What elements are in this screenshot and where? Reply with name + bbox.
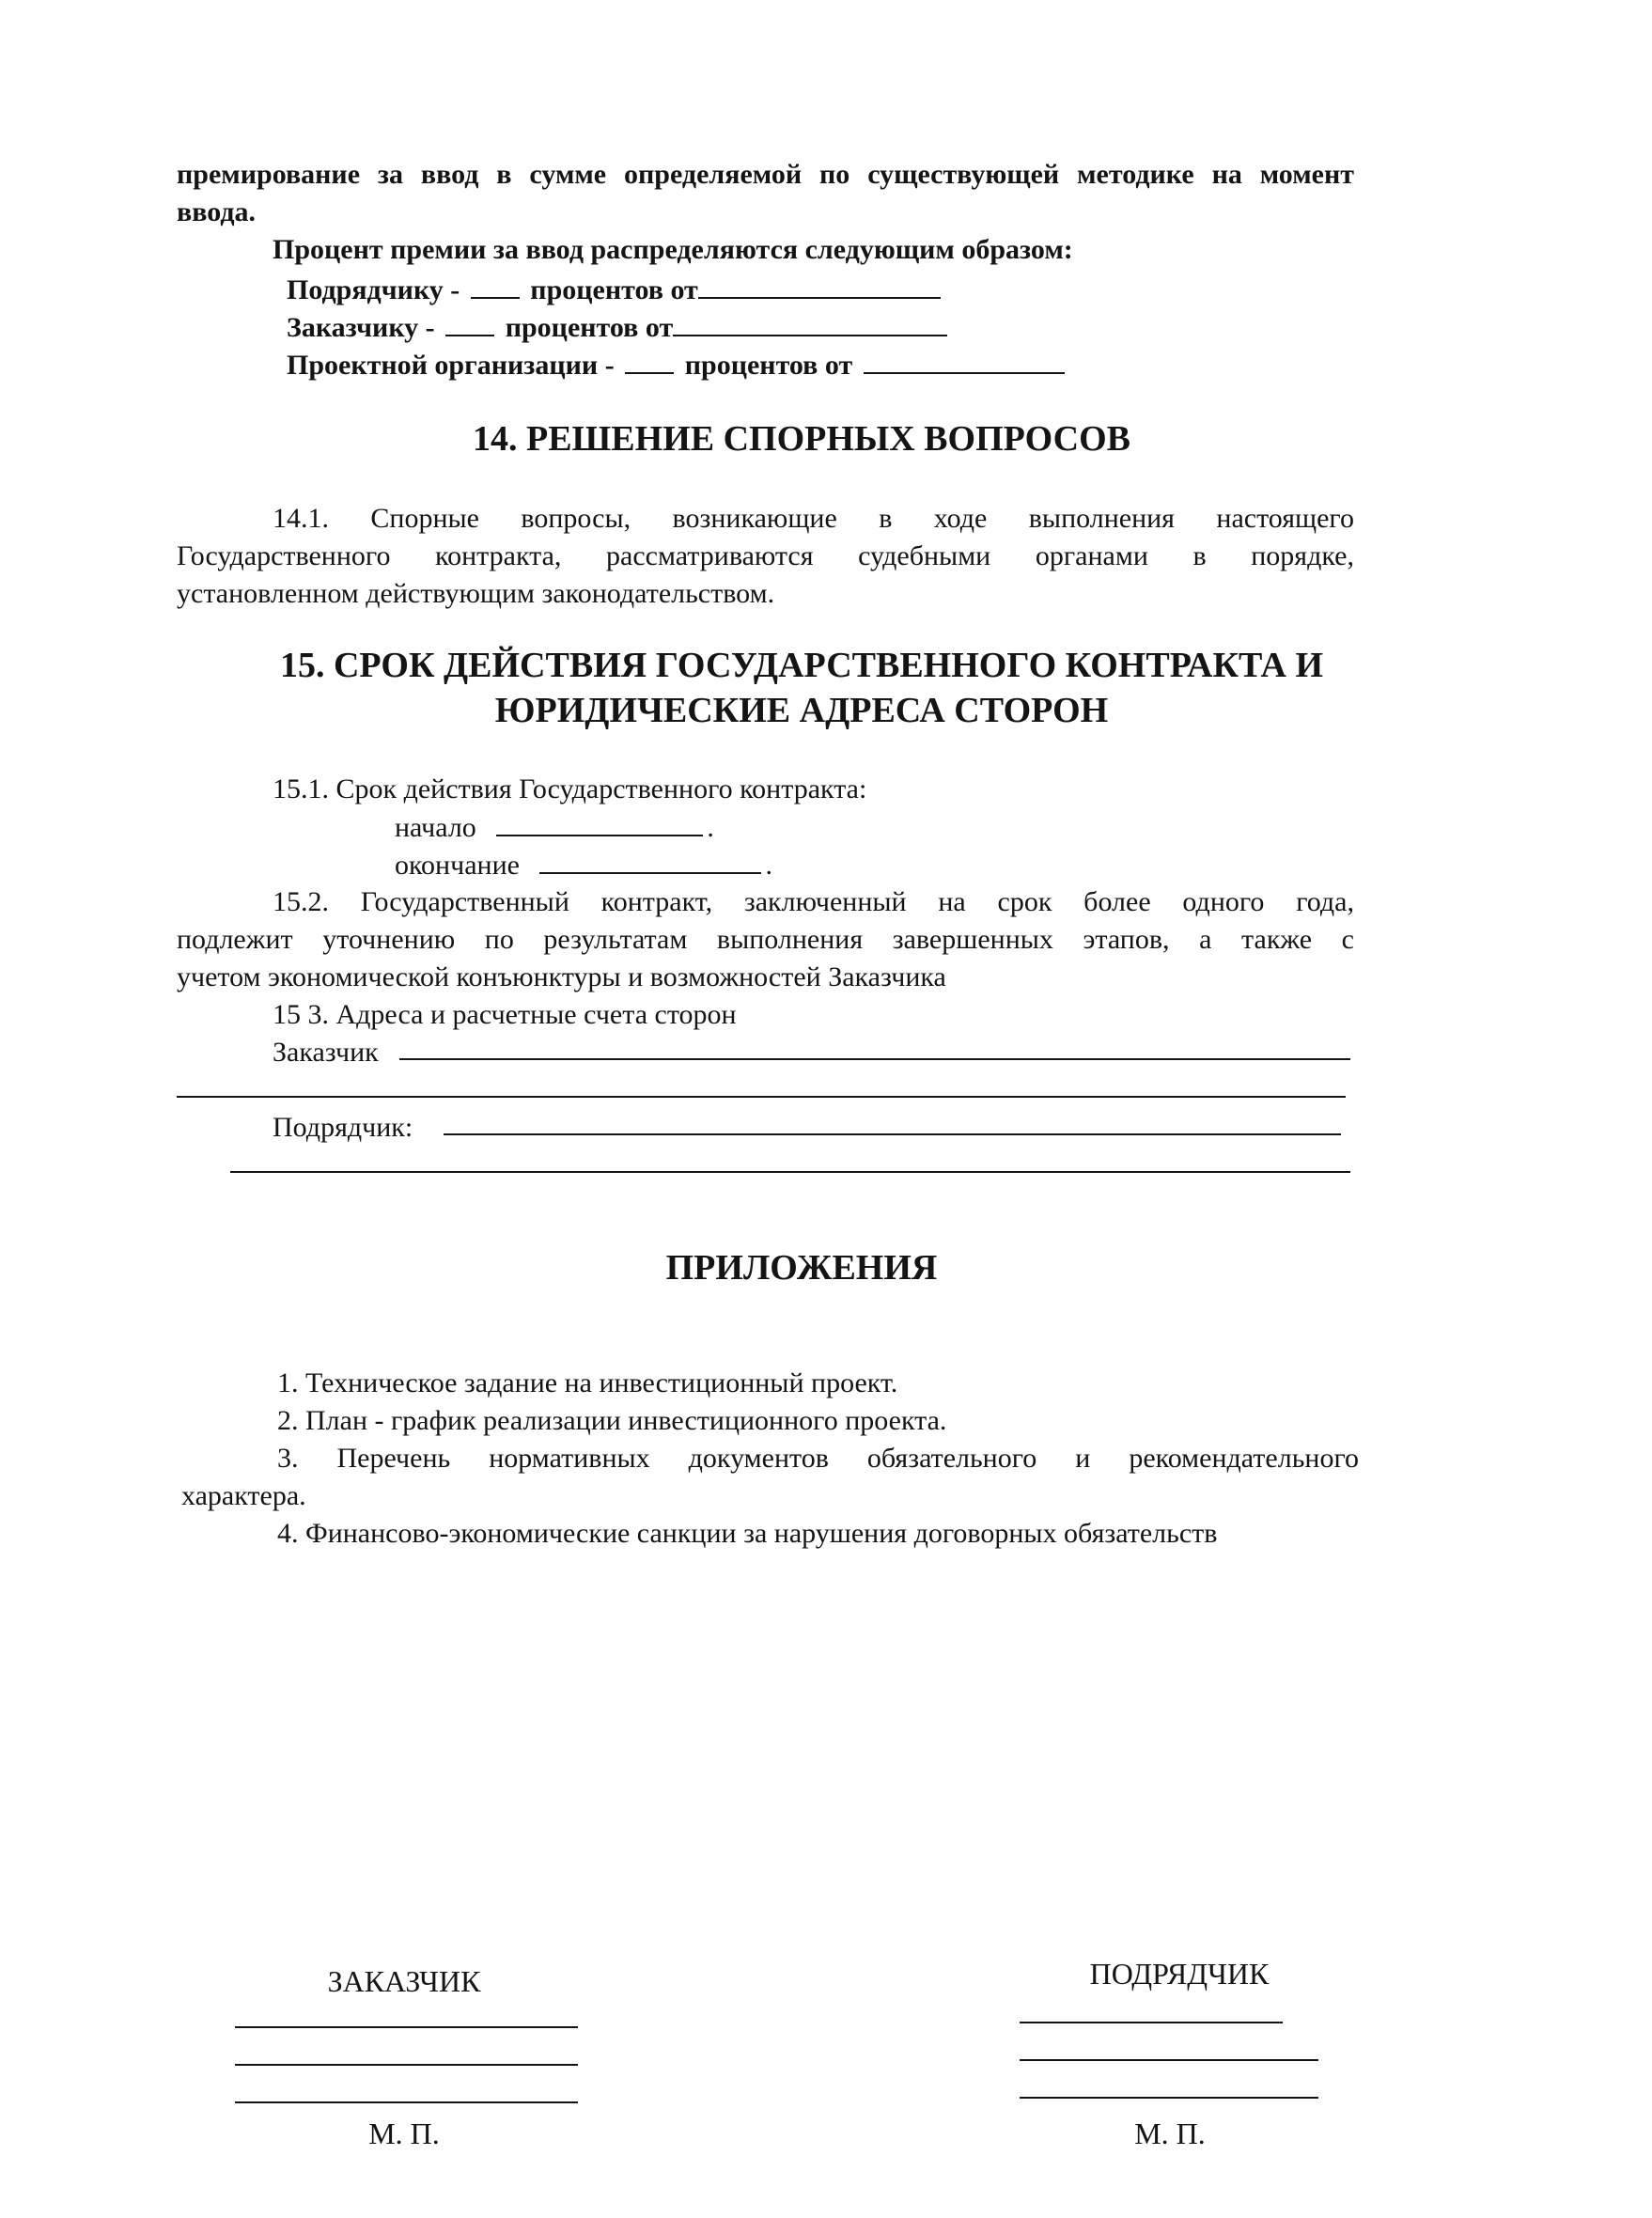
contract-start-row: начало . [395, 808, 714, 847]
signature-customer-line [235, 2101, 578, 2103]
appendix-item-1: 1. Техническое задание на инвестиционный проект. [277, 1367, 898, 1398]
appendix-item-3-line2: характера. [181, 1480, 306, 1511]
percent-row-customer [287, 308, 951, 347]
percent-base-blank [698, 271, 941, 299]
section-15-title-line1: 15. СРОК ДЕЙСТВИЯ ГОСУДАРСТВЕННОГО КОНТРАКТА И [279, 646, 1324, 685]
section-14-p1-line2: Государственного контракта, рассматриваются судебными органами в порядке, [177, 540, 1354, 571]
contract-end-blank [539, 846, 761, 874]
section-15-title-line2: ЮРИДИЧЕСКИЕ АДРЕСА СТОРОН [494, 691, 1109, 730]
percent-row-mid: процентов от [530, 274, 698, 305]
percent-intro: Процент премии за ввод распределяются следующим образом: [273, 234, 1073, 265]
signature-customer-line [235, 2064, 578, 2066]
customer-address-label: Заказчик [273, 1037, 379, 1068]
section-15-p3: 15 3. Адреса и расчетные счета сторон [273, 999, 737, 1030]
contract-start-blank [496, 808, 703, 836]
section-15-p2-line2: подлежит уточнению по результатам выполнения завершенных этапов, а также с [177, 924, 1354, 955]
section-15-p2-line3: учетом экономической конъюнктуры и возможностей Заказчика [177, 961, 946, 992]
contractor-address-line [230, 1171, 1350, 1173]
contract-end-label: окончание [395, 850, 520, 881]
percent-row-label: Заказчику - [287, 312, 435, 343]
section-15-p2-line1: 15.2. Государственный контракт, заключенный на срок более одного года, [273, 886, 1354, 917]
signature-contractor-line [1020, 2097, 1318, 2099]
contractor-address-line [444, 1133, 1341, 1135]
section-14-p1-line3: установленном действующим законодательством. [177, 578, 775, 609]
intro-line-2: ввода. [177, 196, 257, 227]
signature-customer-label: ЗАКАЗЧИК [327, 1964, 481, 1998]
signature-customer-line [235, 2026, 578, 2028]
section-14-title: 14. РЕШЕНИЕ СПОРНЫХ ВОПРОСОВ [473, 419, 1130, 459]
appendix-item-4: 4. Финансово-экономические санкции за нарушения договорных обязательств [277, 1518, 1218, 1549]
signature-contractor-line [1020, 2022, 1283, 2023]
percent-row-label: Подрядчику - [287, 274, 460, 305]
percent-blank [625, 346, 674, 374]
percent-row-label: Проектной организации - [287, 350, 615, 381]
percent-row-mid: процентов от [505, 312, 674, 343]
signature-contractor-line [1020, 2059, 1318, 2061]
appendix-item-3-line1: 3. Перечень нормативных документов обязательного и рекомендательного [277, 1443, 1359, 1474]
percent-blank [445, 308, 494, 336]
contract-start-label: начало [395, 812, 476, 843]
customer-address-line [399, 1058, 1350, 1060]
section-15-p1: 15.1. Срок действия Государственного контракта: [273, 773, 867, 804]
seal-customer: М. П. [368, 2116, 440, 2150]
percent-row-mid: процентов от [684, 350, 853, 381]
intro-line-1: премирование за ввод в сумме определяемой по существующей методике на момент [177, 159, 1354, 190]
percent-row-design-org [287, 346, 1068, 384]
percent-row-contractor [287, 271, 944, 309]
percent-base-blank [673, 308, 947, 336]
seal-contractor: М. П. [1134, 2116, 1206, 2150]
appendix-item-2: 2. План - график реализации инвестиционного проекта. [277, 1405, 947, 1436]
appendices-title: ПРИЛОЖЕНИЯ [665, 1248, 938, 1288]
section-14-p1-line1: 14.1. Спорные вопросы, возникающие в ходе выполнения настоящего [273, 503, 1354, 534]
percent-base-blank [864, 346, 1065, 374]
percent-blank [471, 271, 520, 299]
signature-contractor-label: ПОДРЯДЧИК [1089, 1957, 1270, 1991]
customer-address-line [177, 1096, 1346, 1098]
contract-end-row: окончание . [395, 846, 772, 884]
contractor-address-label: Подрядчик: [273, 1112, 413, 1143]
